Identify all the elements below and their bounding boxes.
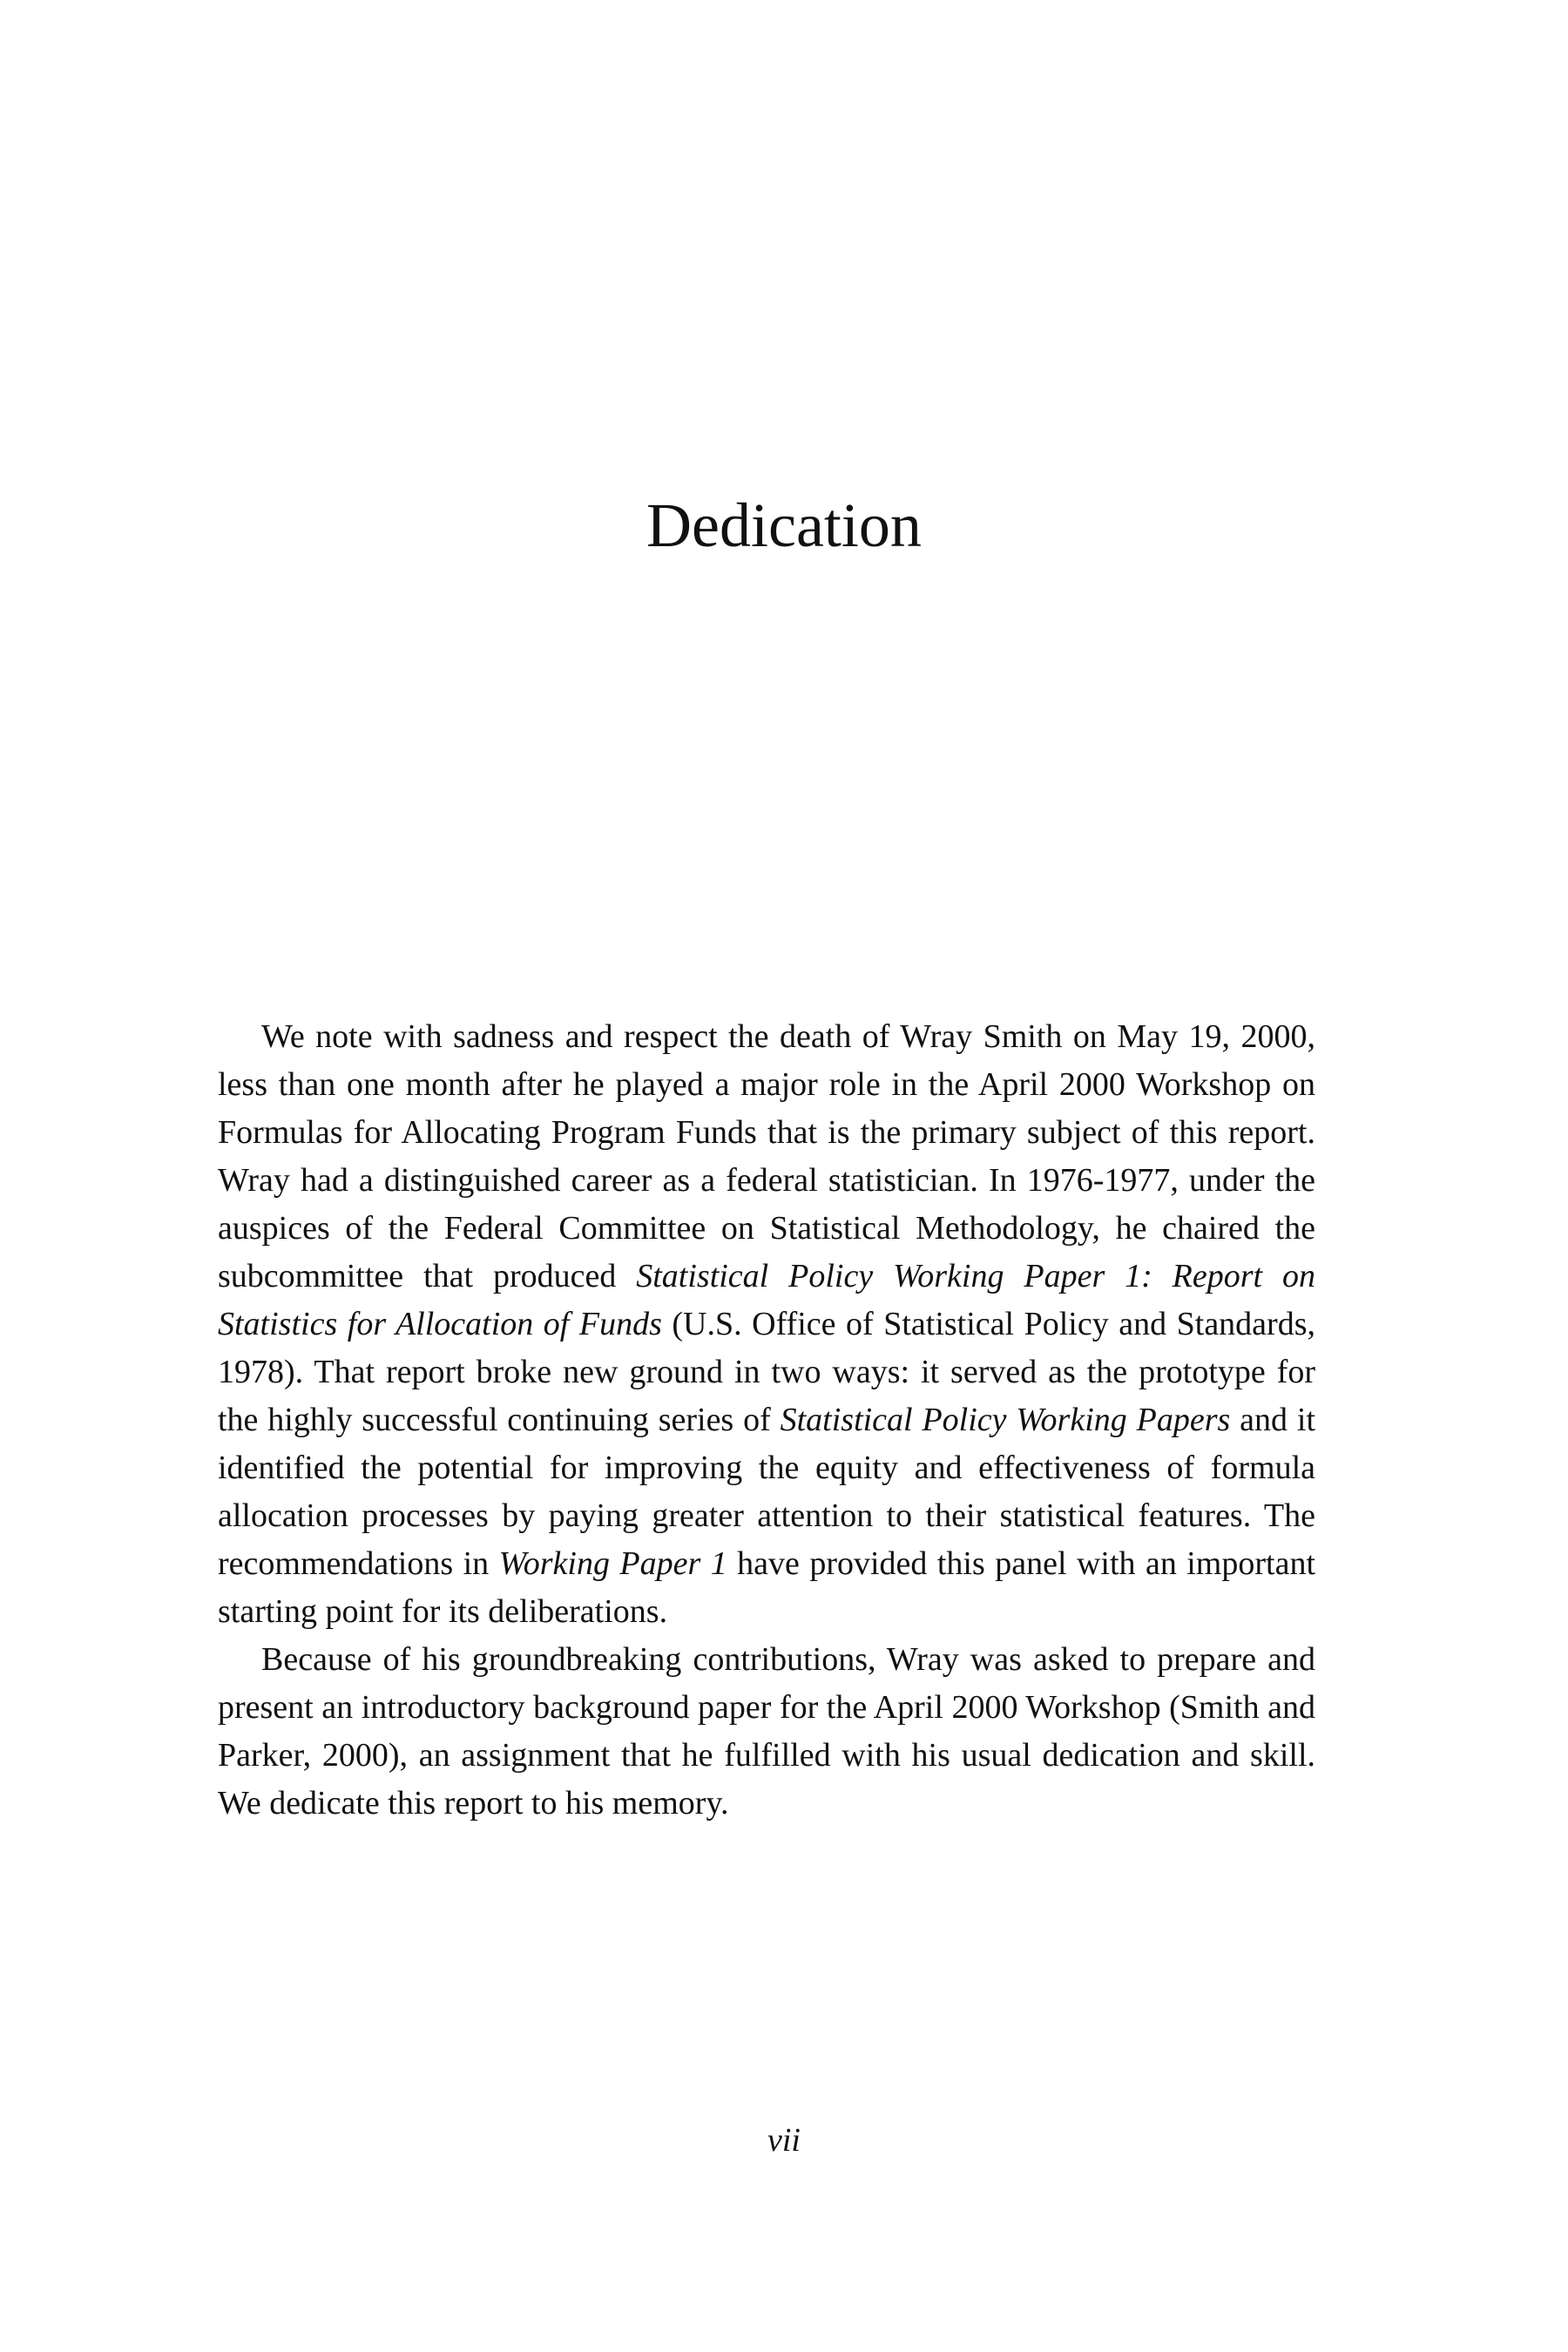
working-paper-1-short-title: Working Paper 1 [498, 1545, 727, 1582]
paragraph-2: Because of his groundbreaking contributions, Wray was asked to prepare and present an introductory background paper for the April 2000 Workshop (Smith and Parker, 2000), an assignment that he fulfilled with his usual dedication and skill. We dedicate this report to his memory. [218, 1641, 1315, 1821]
paragraph-1-text-d: have provided this panel with an important starting point for its deliberations. [218, 1545, 1316, 1630]
working-papers-series-title: Statistical Policy Working Papers [780, 1402, 1231, 1438]
paragraph-1 [218, 1013, 1315, 1636]
dedication-body [218, 1013, 1315, 1828]
paragraph-1-text-c: and it identified the potential for improving the equity and effectiveness of formula allocation processes by paying greater attention to their statistical features. The recommendations in [218, 1402, 1316, 1582]
paragraph-1-text-b: (U.S. Office of Statistical Policy and Standards, 1978). That report broke new ground in two ways: it served as the prototype for the highly successful continuing series of [218, 1306, 1315, 1438]
working-paper-1-title: Statistical Policy Working Paper 1: Report on Statistics for Allocation of Funds [218, 1258, 1315, 1342]
page-number: vii [767, 2122, 801, 2159]
page-title: Dedication [646, 490, 922, 560]
paragraph-1-text-a: We note with sadness and respect the death of Wray Smith on May 19, 2000, less than one month after he played a major role in the April 2000 Workshop on Formulas for Allocating Program Funds that is the primary subject of this report. Wray had a distinguished career as a federal statistician. In 1976-1977, under the auspices of the Federal Committee on Statistical Methodology, he chaired the subcommittee that produced [218, 1018, 1315, 1294]
